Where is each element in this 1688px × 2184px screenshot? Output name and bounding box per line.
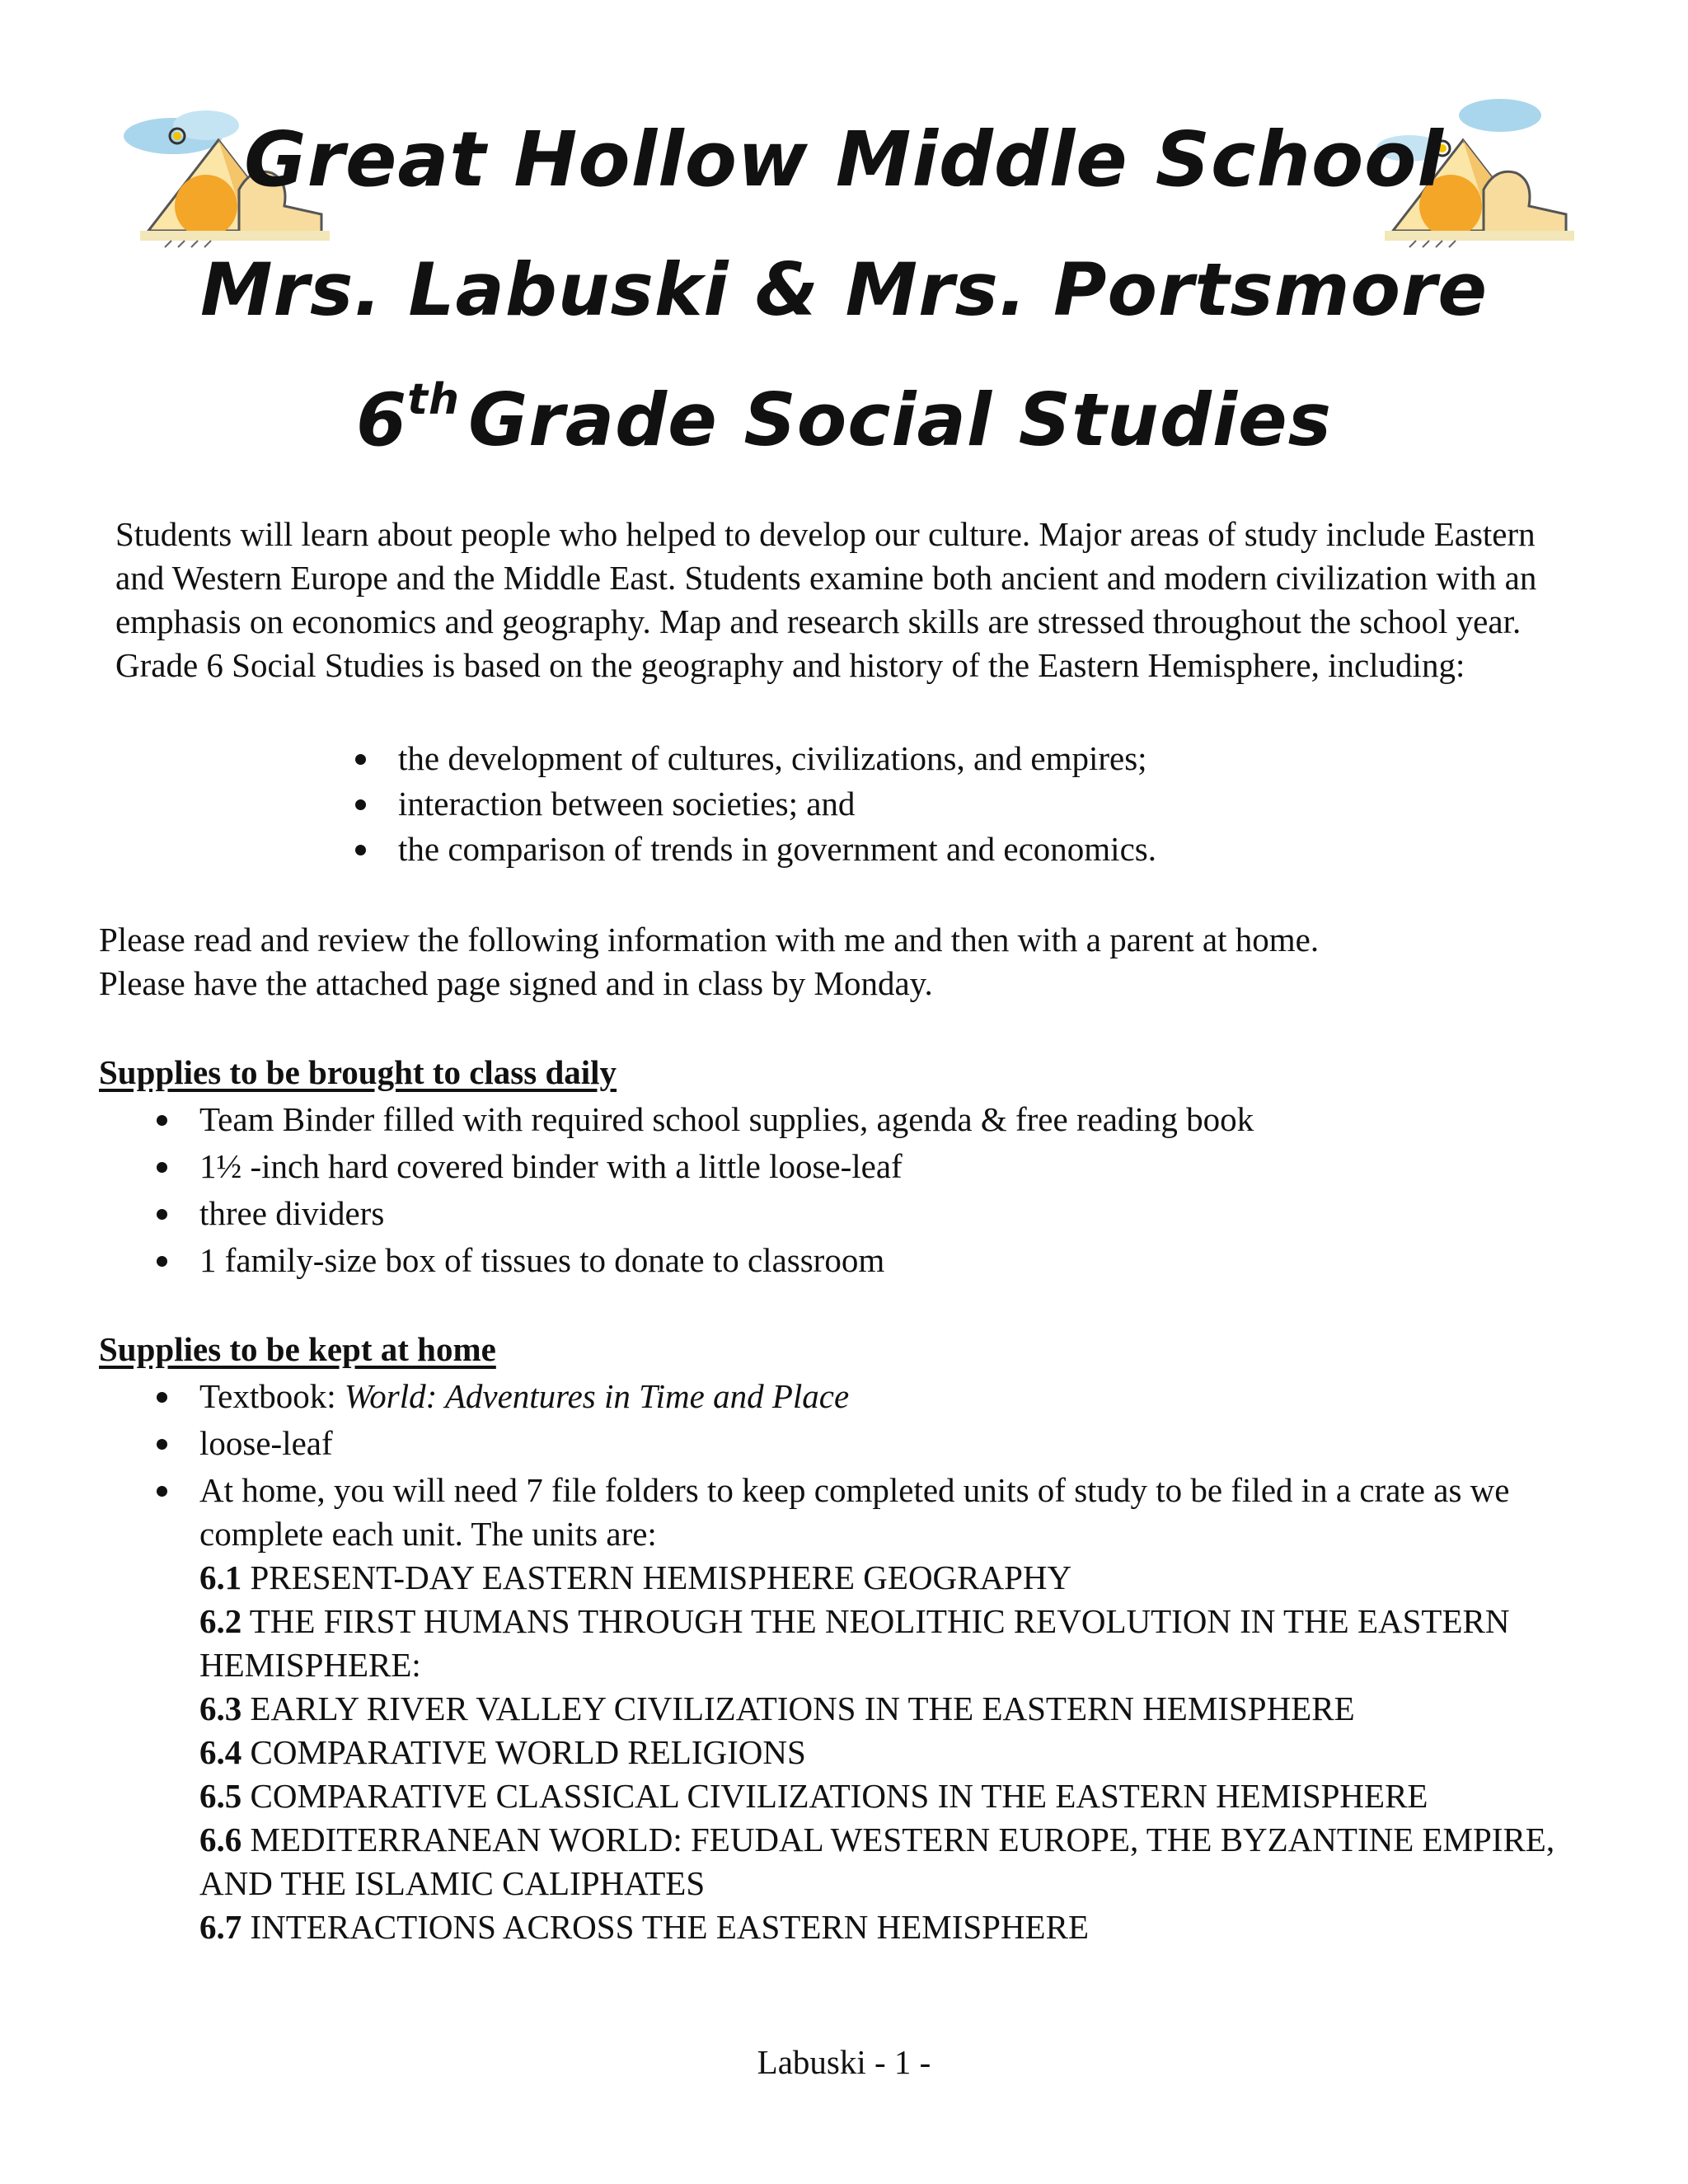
units-list <box>199 1556 1568 1949</box>
list-item-text: the comparison of trends in government and economics. <box>398 830 1156 868</box>
review-line: Please have the attached page signed and in class by Monday. <box>99 964 933 1002</box>
bullet-icon <box>157 1256 167 1267</box>
grade-superscript: th <box>407 375 461 424</box>
unit-number: 6.6 <box>199 1821 242 1858</box>
unit-number: 6.2 <box>199 1602 242 1640</box>
list-item <box>199 1192 1568 1235</box>
list-item <box>398 827 1156 873</box>
review-line: Please read and review the following information with me and then with a parent at home. <box>99 921 1320 958</box>
list-item <box>199 1145 1568 1188</box>
unit-entry <box>199 1774 1568 1818</box>
unit-number: 6.7 <box>199 1908 242 1946</box>
list-item <box>199 1375 1568 1418</box>
unit-entry <box>199 1905 1568 1949</box>
bullet-icon <box>157 1209 167 1220</box>
intro-paragraph: Students will learn about people who helped to develop our culture. Major areas of study include Eastern and Western Europe and the Middle East. Students examine both ancient and modern civilization with an emphasis on economics and geography. Map and research skills are stressed throughout the school year. Grade 6 Social Studies is based on the geography and history of the Eastern Hemisphere, including: <box>115 515 1537 684</box>
list-item-text: loose-leaf <box>199 1424 333 1462</box>
unit-entry <box>199 1818 1568 1905</box>
list-item-text: the development of cultures, civilizations, and empires; <box>398 739 1147 777</box>
home-supplies-heading: Supplies to be kept at home <box>99 1330 496 1368</box>
list-item-text: 1½ -inch hard covered binder with a little loose-leaf <box>199 1147 903 1185</box>
unit-title: COMPARATIVE CLASSICAL CIVILIZATIONS IN THE EASTERN HEMISPHERE <box>250 1777 1428 1815</box>
page-footer: Labuski - 1 - <box>757 2043 931 2081</box>
unit-title: MEDITERRANEAN WORLD: FEUDAL WESTERN EUROPE, THE BYZANTINE EMPIRE, AND THE ISLAMIC CALIPHATES <box>199 1821 1555 1902</box>
bullet-icon <box>355 799 366 810</box>
unit-entry <box>199 1731 1568 1774</box>
grade-number: 6 <box>355 377 408 462</box>
unit-title: COMPARATIVE WORLD RELIGIONS <box>250 1733 806 1771</box>
textbook-label: Textbook: <box>199 1377 336 1415</box>
list-item-text: At home, you will need 7 file folders to keep completed units of study to be filed in a crate as we complete each unit. The units are: <box>199 1471 1510 1553</box>
teachers-title: Mrs. Labuski & Mrs. Portsmore <box>199 247 1489 332</box>
unit-number: 6.3 <box>199 1690 242 1727</box>
list-item-text: three dividers <box>199 1194 385 1232</box>
list-item <box>398 737 1156 782</box>
unit-number: 6.5 <box>199 1777 242 1815</box>
list-item <box>199 1098 1568 1141</box>
unit-title: THE FIRST HUMANS THROUGH THE NEOLITHIC REVOLUTION IN THE EASTERN HEMISPHERE: <box>199 1602 1510 1684</box>
bullet-icon <box>157 1162 167 1173</box>
course-title <box>0 375 1688 462</box>
unit-entry <box>199 1556 1568 1600</box>
intro-bullet-list <box>398 737 1156 873</box>
unit-title: PRESENT-DAY EASTERN HEMISPHERE GEOGRAPHY <box>250 1558 1072 1596</box>
unit-entry <box>199 1600 1568 1687</box>
list-item-text: interaction between societies; and <box>398 785 856 823</box>
bullet-icon <box>157 1115 167 1126</box>
bullet-icon <box>157 1439 167 1450</box>
list-item <box>199 1469 1568 1949</box>
class-supplies-heading: Supplies to be brought to class daily <box>99 1053 617 1091</box>
review-instructions <box>99 918 1582 1005</box>
list-item <box>199 1239 1568 1282</box>
unit-entry <box>199 1687 1568 1731</box>
list-item <box>398 782 1156 827</box>
textbook-title: World: Adventures in Time and Place <box>344 1377 850 1415</box>
list-item-text: Team Binder filled with required school supplies, agenda & free reading book <box>199 1100 1254 1138</box>
unit-title: EARLY RIVER VALLEY CIVILIZATIONS IN THE EASTERN HEMISPHERE <box>250 1690 1355 1727</box>
bullet-icon <box>157 1486 167 1497</box>
bullet-icon <box>355 845 366 855</box>
unit-number: 6.1 <box>199 1558 242 1596</box>
intro-section <box>115 513 1541 687</box>
course-name: Grade Social Studies <box>468 377 1333 462</box>
unit-title: INTERACTIONS ACROSS THE EASTERN HEMISPHERE <box>250 1908 1089 1946</box>
unit-number: 6.4 <box>199 1733 242 1771</box>
bullet-icon <box>157 1392 167 1403</box>
list-item <box>199 1422 1568 1465</box>
school-name-title: Great Hollow Middle School <box>244 115 1444 204</box>
class-supplies-list <box>199 1098 1568 1286</box>
home-supplies-list <box>199 1375 1568 1952</box>
list-item-text: 1 family-size box of tissues to donate to classroom <box>199 1241 885 1279</box>
bullet-icon <box>355 754 366 765</box>
